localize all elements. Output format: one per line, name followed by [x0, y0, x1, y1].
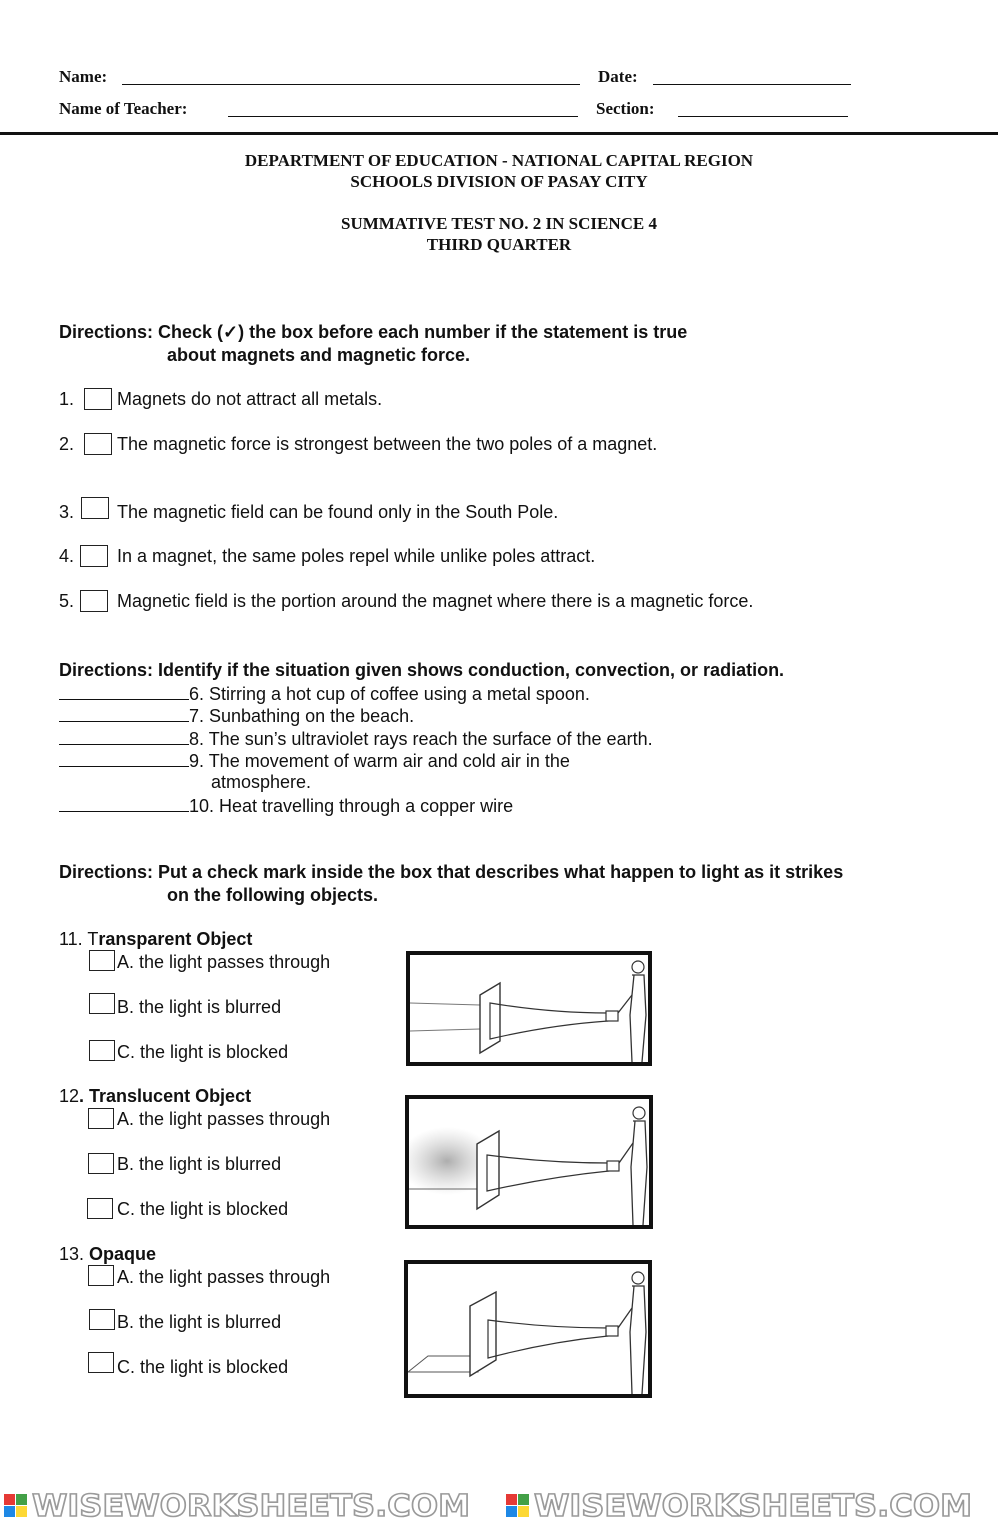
item-9-continuation: atmosphere.	[211, 772, 312, 792]
header-divider	[0, 132, 998, 135]
q12-option-c-checkbox[interactable]	[87, 1198, 113, 1219]
section-field[interactable]	[678, 116, 848, 117]
item-7-answer-blank[interactable]	[59, 704, 189, 722]
item-4-number: 4.	[59, 546, 75, 566]
directions-part3-line1: Directions: Put a check mark inside the box that describes what happen to light as it strikes	[59, 862, 844, 882]
name-label: Name:	[59, 67, 108, 86]
item-10-answer-blank[interactable]	[59, 794, 189, 812]
item-1-number: 1.	[59, 389, 75, 409]
item-5-text: Magnetic field is the portion around the magnet where there is a magnetic force.	[117, 591, 754, 611]
q11-option-c-checkbox[interactable]	[89, 1040, 115, 1061]
item-9-text: 9. The movement of warm air and cold air in the	[189, 751, 570, 771]
name-field[interactable]	[122, 84, 580, 85]
title-test: SUMMATIVE TEST NO. 2 IN SCIENCE 4	[341, 214, 657, 233]
q11-option-a: A. the light passes through	[117, 952, 331, 972]
item-1-checkbox[interactable]	[84, 388, 112, 410]
item-4-text: In a magnet, the same poles repel while unlike poles attract.	[117, 546, 596, 566]
opaque-object-illustration	[404, 1260, 652, 1398]
translucent-scene	[409, 1099, 649, 1225]
item-4-checkbox[interactable]	[80, 545, 108, 567]
translucent-object-illustration	[405, 1095, 653, 1229]
watermark-text: WISEWORKSHEETS.COM	[32, 1489, 470, 1524]
q13-option-c-checkbox[interactable]	[88, 1352, 114, 1373]
item-8	[59, 727, 653, 750]
q11-option-b-checkbox[interactable]	[89, 993, 115, 1014]
item-2-checkbox[interactable]	[84, 433, 112, 455]
directions-part1	[59, 321, 687, 367]
question-11-number: 11. T	[59, 929, 99, 949]
watermark-mark	[506, 1494, 529, 1517]
q13-option-a: A. the light passes through	[117, 1267, 331, 1287]
item-1-text: Magnets do not attract all metals.	[117, 389, 383, 409]
item-3-checkbox[interactable]	[81, 497, 109, 519]
item-7	[59, 704, 414, 727]
q11-option-b: B. the light is blurred	[117, 997, 282, 1017]
q13-option-b: B. the light is blurred	[117, 1312, 282, 1332]
q12-option-a: A. the light passes through	[117, 1109, 331, 1129]
q12-option-b-checkbox[interactable]	[88, 1153, 114, 1174]
question-12-title: . Translucent Object	[79, 1086, 252, 1106]
item-6-text: 6. Stirring a hot cup of coffee using a metal spoon.	[189, 684, 590, 704]
question-13-heading	[59, 1244, 156, 1265]
item-5-number: 5.	[59, 591, 75, 611]
directions-part3	[59, 861, 843, 907]
teacher-field[interactable]	[228, 116, 578, 117]
item-6-answer-blank[interactable]	[59, 682, 189, 700]
date-field[interactable]	[653, 84, 851, 85]
item-3-number: 3.	[59, 502, 75, 522]
title-division: SCHOOLS DIVISION OF PASAY CITY	[350, 172, 648, 191]
section-label: Section:	[596, 99, 655, 118]
q13-option-a-checkbox[interactable]	[88, 1265, 114, 1286]
teacher-label: Name of Teacher:	[59, 99, 188, 118]
watermark-text: WISEWORKSHEETS.COM	[534, 1489, 972, 1524]
item-10-text: 10. Heat travelling through a copper wire	[189, 796, 514, 816]
item-5-checkbox[interactable]	[80, 590, 108, 612]
item-6	[59, 682, 590, 705]
q12-option-a-checkbox[interactable]	[88, 1108, 114, 1129]
q11-option-c: C. the light is blocked	[117, 1042, 289, 1062]
item-9-answer-blank[interactable]	[59, 749, 189, 767]
q13-option-c: C. the light is blocked	[117, 1357, 289, 1377]
item-2-number: 2.	[59, 434, 75, 454]
question-11-heading	[59, 929, 252, 950]
watermark-mark	[4, 1494, 27, 1517]
question-13-title: Opaque	[89, 1244, 157, 1264]
item-8-answer-blank[interactable]	[59, 727, 189, 745]
opaque-scene	[408, 1264, 648, 1394]
directions-part1-line2: about magnets and magnetic force.	[167, 345, 471, 365]
item-7-text: 7. Sunbathing on the beach.	[189, 706, 415, 726]
directions-part3-line2: on the following objects.	[167, 885, 378, 905]
item-10	[59, 794, 513, 817]
q13-option-b-checkbox[interactable]	[89, 1309, 115, 1330]
question-11-title: ransparent Object	[98, 929, 253, 949]
item-9	[59, 749, 570, 772]
item-8-text: 8. The sun’s ultraviolet rays reach the surface of the earth.	[189, 729, 653, 749]
watermark-footer	[0, 1486, 1000, 1526]
q11-option-a-checkbox[interactable]	[89, 950, 115, 971]
item-2-text: The magnetic force is strongest between the two poles of a magnet.	[117, 434, 658, 454]
item-3-text: The magnetic field can be found only in the South Pole.	[117, 502, 559, 522]
date-label: Date:	[598, 67, 638, 86]
transparent-scene	[410, 955, 648, 1062]
watermark-logo	[0, 1486, 1000, 1526]
transparent-object-illustration	[406, 951, 652, 1066]
question-13-number: 13.	[59, 1244, 90, 1264]
question-12-number: 12	[59, 1086, 80, 1106]
q12-option-b: B. the light is blurred	[117, 1154, 282, 1174]
question-12-heading	[59, 1086, 251, 1107]
directions-part1-line1: Directions: Check (✓) the box before each number if the statement is true	[59, 322, 688, 342]
title-department: DEPARTMENT OF EDUCATION - NATIONAL CAPITAL REGION	[244, 151, 754, 170]
title-quarter: THIRD QUARTER	[426, 235, 572, 254]
directions-part2: Directions: Identify if the situation given shows conduction, convection, or radiation.	[59, 660, 785, 680]
q12-option-c: C. the light is blocked	[117, 1199, 289, 1219]
